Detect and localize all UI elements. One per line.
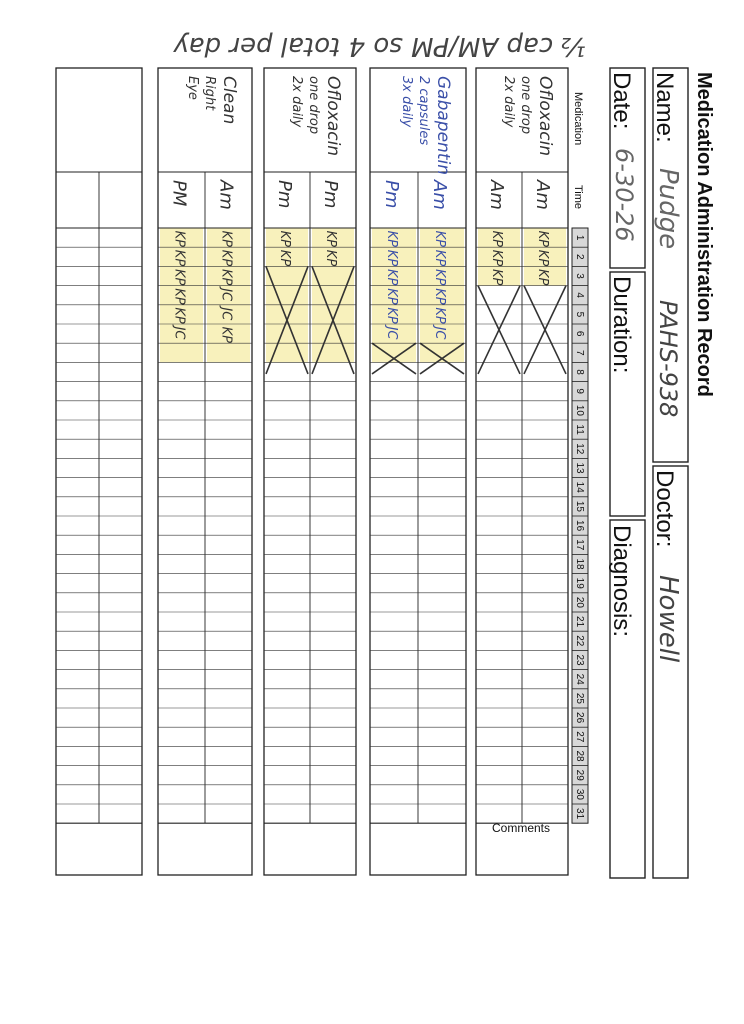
day-number: 21 bbox=[574, 616, 585, 628]
initials-entry: KP bbox=[432, 269, 447, 286]
day-number: 11 bbox=[574, 424, 585, 435]
initials-entry: KP bbox=[171, 269, 187, 286]
day-number: 23 bbox=[574, 654, 585, 666]
day-number: 3 bbox=[574, 273, 585, 279]
initials-entry: KP bbox=[432, 307, 447, 324]
medication-row bbox=[264, 68, 356, 875]
day-number: 28 bbox=[574, 750, 585, 762]
day-number: 12 bbox=[574, 443, 585, 455]
day-number: 16 bbox=[574, 520, 585, 532]
initials-entry: KP bbox=[171, 249, 187, 267]
diagnosis-label: Diagnosis: bbox=[608, 525, 635, 638]
day-number: 22 bbox=[574, 635, 585, 647]
initials-entry: KP bbox=[323, 249, 338, 267]
day-number: 10 bbox=[574, 404, 585, 416]
medication-instruction: one drop bbox=[518, 76, 533, 135]
record-id-value: PAHS-938 bbox=[654, 300, 682, 418]
medication-name: Clean bbox=[219, 76, 239, 125]
day-number: 2 bbox=[574, 254, 585, 260]
time-of-day: Pm bbox=[381, 180, 402, 209]
time-of-day: PM bbox=[168, 180, 190, 207]
initials-entry: KP bbox=[384, 249, 399, 267]
duration-label: Duration: bbox=[608, 276, 635, 374]
medication-instruction: 3x daily bbox=[399, 76, 414, 128]
day-number: 17 bbox=[574, 539, 585, 551]
day-number: 7 bbox=[574, 350, 585, 356]
initials-entry: JC bbox=[432, 326, 447, 340]
name-value: Pudge bbox=[653, 168, 683, 250]
time-of-day: Am bbox=[532, 180, 553, 210]
doctor-label: Doctor: bbox=[651, 470, 678, 548]
day-number: 14 bbox=[574, 481, 585, 493]
medication-name: Ofloxacin bbox=[535, 76, 555, 157]
day-number: 1 bbox=[574, 234, 585, 241]
initials-entry: KP bbox=[171, 288, 187, 305]
initials-entry: KP bbox=[432, 230, 447, 247]
initials-entry: KP bbox=[218, 326, 234, 343]
day-number: 8 bbox=[574, 369, 585, 375]
medication-row bbox=[476, 68, 568, 875]
time-of-day: Pm bbox=[320, 180, 341, 209]
medication-name: Gabapentin bbox=[433, 76, 453, 175]
initials-entry: KP bbox=[384, 230, 399, 247]
handwritten-top-note: ½ cap AM/PM so 4 total per day bbox=[173, 31, 587, 61]
day-number: 25 bbox=[574, 692, 585, 704]
medication-heading: Medication bbox=[572, 92, 584, 146]
initials-entry: KP bbox=[277, 249, 292, 267]
day-number: 15 bbox=[574, 500, 585, 512]
day-number: 6 bbox=[574, 330, 585, 337]
medication-instruction: 2 capsules bbox=[416, 76, 431, 146]
initials-entry: KP bbox=[432, 249, 447, 267]
date-label: Date: bbox=[608, 72, 635, 130]
initials-entry: KP bbox=[535, 269, 550, 286]
name-label: Name: bbox=[651, 72, 678, 143]
initials-entry: JC bbox=[218, 288, 234, 302]
day-number-strip bbox=[572, 228, 588, 823]
medication-instruction: Eye bbox=[185, 76, 200, 100]
initials-entry: KP bbox=[535, 249, 550, 267]
medication-row bbox=[370, 68, 466, 875]
date-value: 6-30-26 bbox=[610, 148, 638, 242]
day-number: 4 bbox=[574, 292, 585, 298]
initials-entry: KP bbox=[489, 269, 504, 286]
day-number: 24 bbox=[574, 673, 585, 685]
initials-entry: JC bbox=[384, 326, 399, 340]
time-of-day: Am bbox=[429, 180, 450, 210]
initials-entry: KP bbox=[384, 269, 399, 286]
doctor-value: Howell bbox=[653, 575, 683, 663]
initials-entry: KP bbox=[432, 288, 447, 305]
medication-row bbox=[158, 68, 252, 875]
time-heading: Time bbox=[572, 185, 584, 210]
day-number: 30 bbox=[574, 788, 585, 800]
initials-entry: KP bbox=[218, 269, 234, 286]
page-title: Medication Administration Record bbox=[693, 72, 715, 397]
initials-entry: KP bbox=[384, 288, 399, 305]
highlight-mark bbox=[266, 228, 308, 362]
time-of-day: Am bbox=[486, 180, 507, 210]
day-number: 27 bbox=[574, 731, 585, 743]
medication-grid bbox=[56, 68, 568, 875]
initials-entry: KP bbox=[384, 307, 399, 324]
day-number: 13 bbox=[574, 462, 585, 474]
initials-entry: JC bbox=[218, 307, 234, 321]
time-of-day: Pm bbox=[274, 180, 295, 209]
initials-entry: KP bbox=[323, 230, 338, 247]
initials-entry: KP bbox=[489, 249, 504, 267]
day-number: 18 bbox=[574, 558, 585, 570]
medication-instruction: 2x daily bbox=[501, 76, 516, 128]
day-number: 19 bbox=[574, 577, 585, 589]
initials-entry: KP bbox=[218, 230, 234, 247]
medication-name: Ofloxacin bbox=[323, 76, 343, 157]
day-number: 5 bbox=[574, 311, 585, 318]
initials-entry: JC bbox=[171, 326, 187, 340]
day-number: 26 bbox=[574, 712, 585, 724]
time-of-day: Am bbox=[215, 180, 237, 210]
medication-instruction: Right bbox=[202, 76, 217, 111]
medication-instruction: 2x daily bbox=[289, 76, 304, 128]
initials-entry: KP bbox=[489, 230, 504, 247]
medication-instruction: one drop bbox=[306, 76, 321, 135]
initials-entry: KP bbox=[218, 249, 234, 267]
initials-entry: KP bbox=[535, 230, 550, 247]
day-number: 29 bbox=[574, 769, 585, 781]
highlight-mark bbox=[312, 228, 354, 362]
initials-entry: KP bbox=[171, 230, 187, 247]
initials-entry: KP bbox=[171, 307, 187, 324]
day-number: 20 bbox=[574, 596, 585, 608]
comments-heading: Comments bbox=[492, 821, 551, 835]
initials-entry: KP bbox=[277, 230, 292, 247]
day-number: 9 bbox=[574, 388, 585, 394]
medication-row bbox=[56, 68, 142, 875]
day-number: 31 bbox=[574, 808, 585, 820]
